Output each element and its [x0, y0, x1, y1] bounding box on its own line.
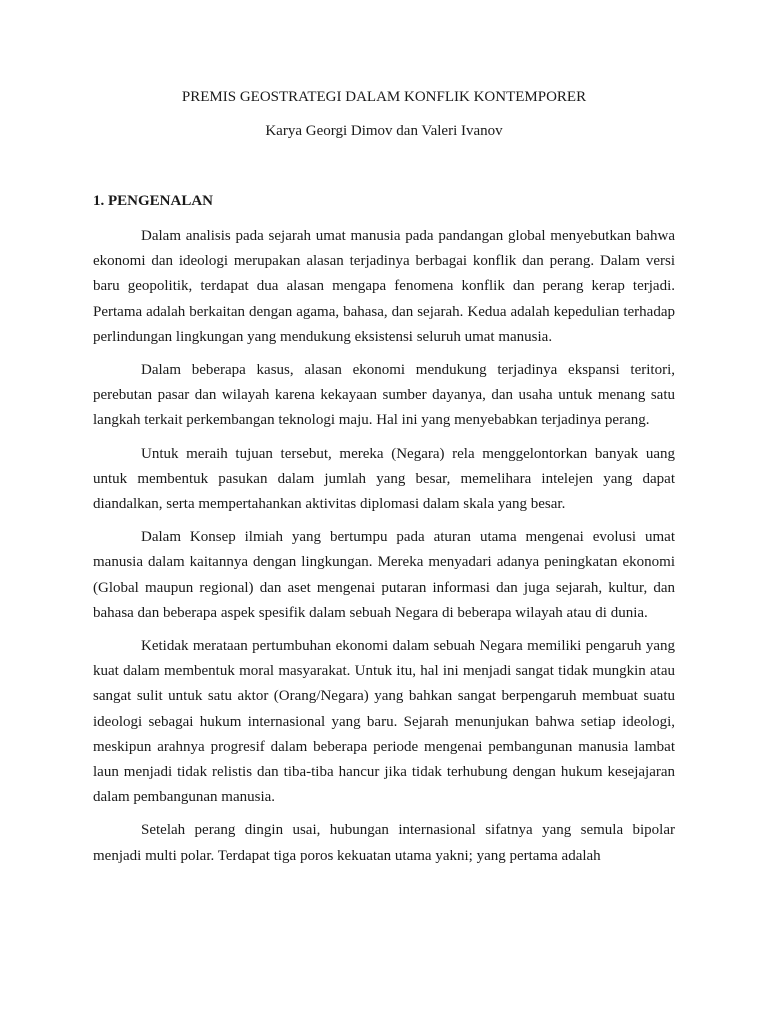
section-heading: 1. PENGENALAN [93, 193, 214, 209]
paragraph: Dalam beberapa kasus, alasan ekonomi mendukung terjadinya ekspansi teritori, perebutan pasar dan wilayah karena kekayaan sumber dayanya, dan usaha untuk menang satu langkah terkait perkembangan teknologi maju. Hal ini yang menyebabkan terjadinya perang. [93, 362, 675, 429]
paragraph: Dalam Konsep ilmiah yang bertumpu pada aturan utama mengenai evolusi umat manusia dalam kaitannya dengan lingkungan. Mereka menyadari adanya peningkatan ekonomi (Global maupun regional) dan aset mengenai putaran informasi dan juga sejarah, kultur, dan bahasa dan beberapa aspek spesifik dalam sebuah Negara di beberapa wilayah atau di dunia. [93, 529, 675, 621]
paragraph: Ketidak merataan pertumbuhan ekonomi dalam sebuah Negara memiliki pengaruh yang kuat dalam membentuk moral masyarakat. Untuk itu, hal ini menjadi sangat tidak mungkin atau sangat sulit untuk satu aktor (Orang/Negara) yang bahkan sangat berpengaruh membuat suatu ideologi sebagai hukum internasional yang baru. Sejarah menunjukan bahwa setiap ideologi, meskipun arahnya progresif dalam beberapa periode mengenai pembangunan manusia lambat laun menjadi tidak relistis dan tiba-tiba hancur jika tidak terhubung dengan hukum kesejajaran dalam pembangunan manusia. [93, 638, 675, 806]
document-body [93, 224, 675, 877]
document-authors: Karya Georgi Dimov dan Valeri Ivanov [265, 123, 503, 139]
document-title: PREMIS GEOSTRATEGI DALAM KONFLIK KONTEMPORER [181, 89, 587, 105]
paragraph: Setelah perang dingin usai, hubungan internasional sifatnya yang semula bipolar menjadi multi polar. Terdapat tiga poros kekuatan utama yakni; yang pertama adalah [93, 822, 675, 864]
paragraph: Untuk meraih tujuan tersebut, mereka (Negara) rela menggelontorkan banyak uang untuk membentuk pasukan dalam jumlah yang besar, memelihara intelejen yang dapat diandalkan, serta mempertahankan aktivitas diplomasi dalam skala yang besar. [93, 445, 675, 513]
paragraph: Dalam analisis pada sejarah umat manusia pada pandangan global menyebutkan bahwa ekonomi dan ideologi merupakan alasan terjadinya berbagai konflik dan perang. Dalam versi baru geopolitik, terdapat dua alasan mengapa fenomena konflik dan perang kerap terjadi. Pertama adalah berkaitan dengan agama, bahasa, dan sejarah. Kedua adalah kepedulian terhadap perlindungan lingkungan yang mendukung eksistensi seluruh umat manusia. [93, 228, 675, 345]
